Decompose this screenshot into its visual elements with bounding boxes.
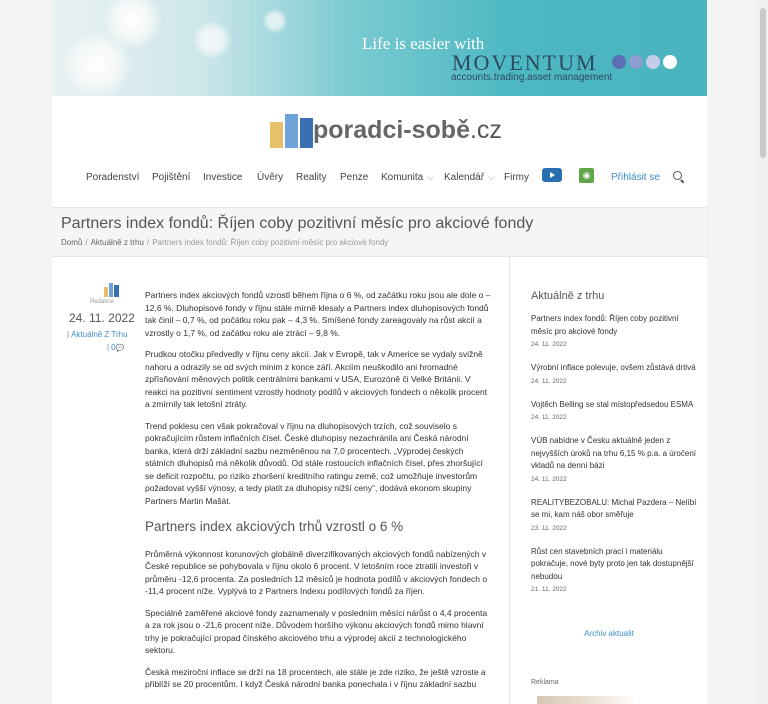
banner-brand: MOVENTUM <box>452 50 598 75</box>
article-subheading: Partners index akciových trhů vzrostl o 6 % <box>145 519 404 534</box>
news-date: 24. 11. 2022 <box>531 414 567 421</box>
author-avatar-icon[interactable] <box>104 283 119 297</box>
banner-tagline: Life is easier with <box>362 34 485 53</box>
news-title[interactable]: REALITYBEZOBALU: Michal Pazdera – Nelíbí se mi, kam náš obor směřuje <box>531 497 697 519</box>
page-title: Partners index fondů: Říjen coby pozitivní měsíc pro akciové fondy <box>61 215 534 232</box>
news-title[interactable]: VÚB nabídne v Česku aktuálně jeden z nejvyšších úroků na trhu 6,15 % p.a. a úročení vkladů na denní bázi <box>531 436 696 470</box>
article-paragraph: Trend poklesu cen však pokračoval v říjnu na dluhopisových trzích, což souviselo s pokračujícím růstem inflačních čísel. České dluhopisy nezachránila ani Česká národní banka, která drží základní sazbu nezměněnou na 7,0 procentech. „Výprodej českých státních dluhopisů má několik důvodů. Od stále rostoucích inflačních čísel, přes zhoršující se deficit rozpočtu, po riziko zhoršení kreditního ratingu země, což umožňuje investorům požadovat vyšší výnosy, a tedy platit za dluhopisy nižší ceny“, dodává ekonom skupiny Partners Martin Mašát. <box>145 420 483 506</box>
nav-item-reality[interactable]: Reality <box>296 172 327 183</box>
post-comments[interactable]: | 0💬 <box>107 343 125 352</box>
page-scrollbar[interactable] <box>758 0 768 704</box>
ad-image[interactable] <box>537 696 702 704</box>
news-title[interactable]: Výrobní inflace polevuje, ovšem zůstává drtivá <box>531 363 696 372</box>
nav-item-uvery[interactable]: Úvěry <box>257 172 284 183</box>
archive-link[interactable]: Archiv aktualit <box>584 629 634 638</box>
article-body <box>145 289 492 700</box>
banner-subtitle: accounts.trading.asset management <box>451 72 613 83</box>
list-item[interactable] <box>531 546 701 594</box>
nav-item-pojisteni[interactable]: Pojištění <box>152 172 191 183</box>
article-paragraph: Partners index akciových fondů vzrostl během října o 6 %, od začátku roku jsou ale dole o – 12,6 %. Dluhopisové fondy v říjnu stále mírně klesaly a Partners index dluhopisových fondů tak činil – 0,7 %, od počátku roku pak – 4,3 %. Smíšené fondy zareagovaly na růst akcií a vzrostly o 1,7 %, od začátku roku ale ztrácí – 9,8 %. <box>145 290 491 338</box>
news-date: 24. 11. 2022 <box>531 341 567 348</box>
sidebar-news-list <box>531 313 701 607</box>
news-date: 24. 11. 2022 <box>531 475 567 483</box>
news-date: 24. 11. 2022 <box>531 377 567 385</box>
breadcrumb-home[interactable]: Domů <box>61 238 83 247</box>
login-link[interactable]: Přihlásit se <box>611 172 660 183</box>
breadcrumb-current: Partners index fondů: Říjen coby pozitivní měsíc pro akciové fondy <box>152 238 389 247</box>
scrollbar-thumb[interactable] <box>760 8 766 158</box>
dandelion-image <box>192 20 232 60</box>
rss-icon[interactable]: ◉ <box>579 168 594 183</box>
nav-item-firmy[interactable]: Firmy <box>504 172 529 183</box>
sidebar <box>509 255 708 704</box>
nav-item-kalendar[interactable]: Kalendář ⌵ <box>444 172 495 183</box>
ads-label: Reklama <box>531 679 559 686</box>
dandelion-image <box>262 8 288 34</box>
article-paragraph: Česká meziroční inflace se drží na 18 procentech, ale stále je zde riziko, že ještě vzroste a přiblíží se 20 procentům. I když Česká národní banka ponechala i v říjnu základní sazbu <box>145 666 486 689</box>
breadcrumb: Domů / Aktuálně z trhu / Partners index fondů: Říjen coby pozitivní měsíc pro akciové fondy <box>61 238 389 247</box>
list-item[interactable] <box>531 362 701 385</box>
news-date: 21. 11. 2022 <box>531 586 567 593</box>
chevron-down-icon: ⌵ <box>427 172 435 182</box>
article-paragraph: Prudkou otočku předvedly v říjnu ceny akcií. Jak v Evropě, tak v Americe se vydaly svižně nahoru a odrazily se od svých minim z konce září. Akciím neuškodilo ani hromadné zpřísňování měnových politik centrálními bankami v USA, Eurozóně či Velké Británii. V reakci na pozitivní sentiment vzrostly hodnoty podílů v akciových fondech o několik procent a zmírnily tak letošní ztráty. <box>145 349 488 409</box>
comment-icon: 💬 <box>115 345 125 352</box>
main-navigation <box>52 164 707 190</box>
nav-item-komunita[interactable]: Komunita ⌵ <box>381 172 435 183</box>
page-container <box>52 0 707 704</box>
post-category[interactable]: | Aktuálně Z Trhu <box>67 330 128 339</box>
news-title[interactable]: Růst cen stavebních prací i materiálu pokračuje, nové byty proto jen tak dostupnější nebudou <box>531 546 694 581</box>
nav-item-investice[interactable]: Investice <box>203 172 243 183</box>
chevron-down-icon: ⌵ <box>488 172 495 182</box>
youtube-icon[interactable] <box>542 168 562 182</box>
nav-item-penze[interactable]: Penze <box>340 172 369 183</box>
list-item[interactable] <box>531 435 701 483</box>
news-title[interactable]: Partners index fondů: Říjen coby pozitivní měsíc pro akciové fondy <box>531 314 679 336</box>
article-paragraph: Průměrná výkonnost korunových globálně diverzifikovaných akciových fondů nabízených v České republice se pohybovala v říjnu okolo 6 procent. V letošním roce ztratili investoři v průměru -12,6 procenta. Za posledních 12 měsíců je hodnota podílů v akciových fondech o -11,4 procent níže. Vyplývá to z Partners Indexu podílových fondů za říjen. <box>145 548 488 596</box>
nav-item-poradenstvi[interactable]: Poradenství <box>86 172 140 183</box>
news-title[interactable]: Vojtěch Belling se stal místopředsedou ESMA <box>531 399 694 409</box>
brand-dots-icon <box>612 55 680 69</box>
site-logo-text[interactable] <box>313 116 502 145</box>
post-author[interactable]: Redakce <box>90 299 114 305</box>
list-item[interactable] <box>531 313 701 348</box>
moventum-banner-ad[interactable] <box>52 0 707 96</box>
post-date: 24. 11. 2022 <box>69 311 135 325</box>
news-date: 23. 11. 2022 <box>531 524 567 532</box>
list-item[interactable] <box>531 497 701 532</box>
breadcrumb-section[interactable]: Aktuálně z trhu <box>90 238 144 247</box>
logo-tld: .cz <box>469 116 502 144</box>
list-item[interactable] <box>531 399 701 422</box>
page-title-bar <box>52 207 707 257</box>
search-icon[interactable] <box>673 171 682 180</box>
sidebar-title: Aktuálně z trhu <box>531 290 605 302</box>
logo-name: poradci-sobě <box>313 116 470 144</box>
article-paragraph: Speciálně zaměřené akciové fondy zaznamenaly v posledním měsíci nárůst o 4,4 procenta a za rok jsou o -21,6 procent níže. Důvodem horšího výkonu akciových fondů mimo hlavní trhy je pokračující propad čínského akciového trhu a výprodej akcií z technologického sektoru. <box>145 607 488 655</box>
